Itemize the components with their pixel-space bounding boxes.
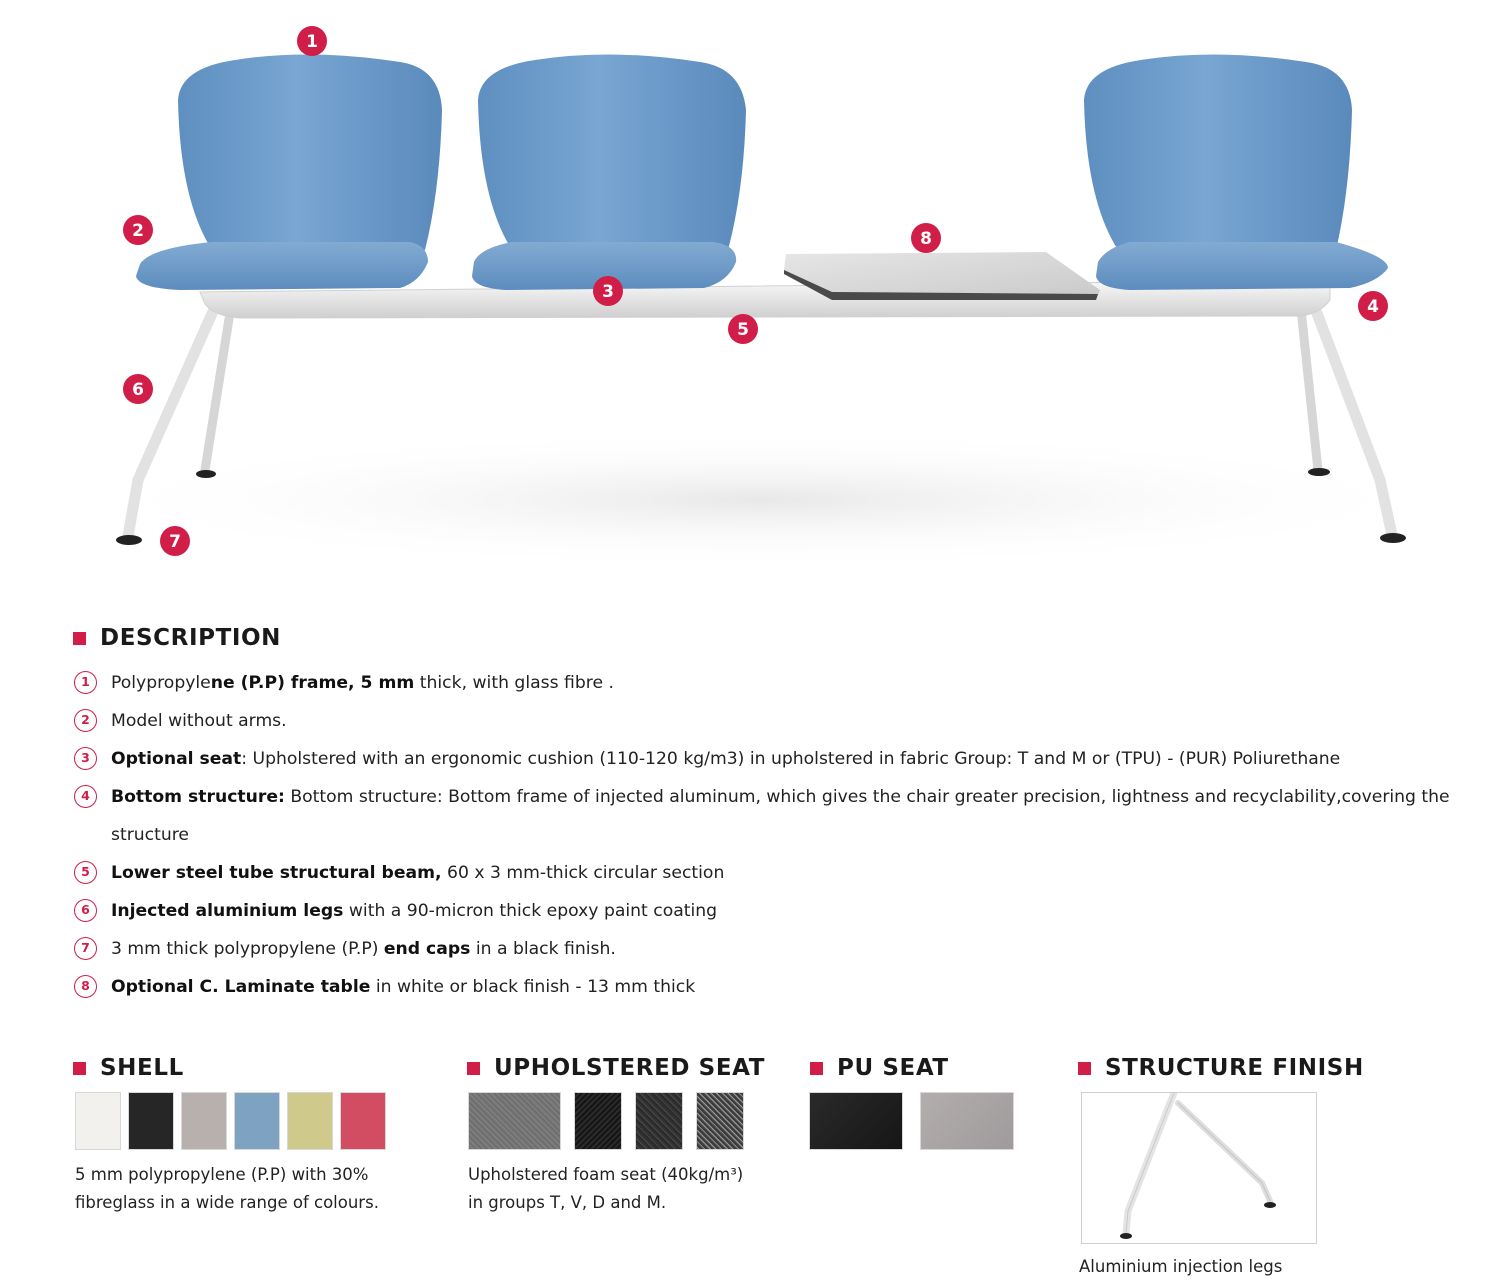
description-bold-text: Injected aluminium legs <box>111 901 344 921</box>
description-plain-text: Bottom structure: Bottom frame of injected aluminum, which gives the chair greater precision, lightness and recyclability,covering the structure <box>111 787 1450 845</box>
shell-colour-swatch <box>234 1092 280 1150</box>
svg-text:6: 6 <box>132 380 144 400</box>
marker-3 <box>593 276 623 306</box>
description-plain-text: Model without arms. <box>111 711 287 731</box>
description-bold-text: ne (P.P) frame, 5 mm <box>210 673 415 693</box>
number-circle-icon: 8 <box>74 975 97 998</box>
number-circle-icon: 5 <box>74 861 97 884</box>
description-item <box>74 930 1474 968</box>
shell-colour-swatches <box>75 1092 393 1150</box>
pu-seat-heading <box>810 1055 949 1081</box>
end-cap-icon <box>116 535 142 545</box>
description-plain-text: : Upholstered with an ergonomic cushion (110-120 kg/m3) in upholstered in fabric Group: T and M or (TPU) - (PUR) Poliurethane <box>241 749 1341 769</box>
structure-heading <box>1078 1055 1364 1081</box>
fabric-swatch <box>574 1092 622 1150</box>
number-circle-icon: 2 <box>74 709 97 732</box>
description-item <box>74 702 1474 740</box>
pu-seat-title: PU SEAT <box>837 1055 949 1081</box>
svg-text:3: 3 <box>602 282 614 302</box>
description-item <box>74 892 1474 930</box>
pu-swatch-black <box>809 1092 903 1150</box>
end-cap-icon <box>1308 468 1330 476</box>
shell-colour-swatch <box>181 1092 227 1150</box>
fabric-swatch <box>468 1092 561 1150</box>
number-circle-icon: 3 <box>74 747 97 770</box>
upholstered-heading <box>467 1055 765 1081</box>
laminate-table <box>784 252 1100 300</box>
description-item <box>74 854 1474 892</box>
shell-colour-swatch <box>128 1092 174 1150</box>
pu-seat-swatches <box>809 1092 1021 1150</box>
shell-caption-line: 5 mm polypropylene (P.P) with 30% <box>75 1165 369 1184</box>
marker-4 <box>1358 291 1388 321</box>
description-list <box>74 664 1474 1006</box>
marker-7 <box>160 526 190 556</box>
description-plain-text: 3 mm thick polypropylene (P.P) <box>111 939 384 959</box>
marker-6 <box>123 374 153 404</box>
upholstered-title: UPHOLSTERED SEAT <box>494 1055 766 1081</box>
end-cap-icon <box>196 470 216 478</box>
svg-text:1: 1 <box>306 32 318 52</box>
svg-text:8: 8 <box>920 229 932 249</box>
description-plain-text: 60 x 3 mm-thick circular section <box>441 863 725 883</box>
heading-square-icon <box>467 1062 480 1075</box>
heading-square-icon <box>73 1062 86 1075</box>
svg-text:2: 2 <box>132 221 144 241</box>
marker-1 <box>297 26 327 56</box>
description-plain-text: thick, with glass fibre . <box>414 673 614 693</box>
pu-swatch-grey <box>920 1092 1014 1150</box>
floor-shadow <box>60 430 1460 570</box>
description-bold-text: Bottom structure: <box>111 787 285 807</box>
chair-seat-1 <box>136 54 442 290</box>
description-text <box>111 664 614 702</box>
shell-colour-swatch <box>340 1092 386 1150</box>
shell-caption-line: fibreglass in a wide range of colours. <box>75 1193 379 1212</box>
shell-heading <box>73 1055 184 1081</box>
description-bold-text: Lower steel tube structural beam, <box>111 863 442 883</box>
description-item <box>74 968 1474 1006</box>
upholstered-caption-line: in groups T, V, D and M. <box>468 1193 667 1212</box>
fabric-swatch <box>635 1092 683 1150</box>
chair-seat-3 <box>1084 54 1388 290</box>
marker-2 <box>123 215 153 245</box>
description-bold-text: Optional seat <box>111 749 242 769</box>
description-text <box>111 740 1340 778</box>
number-circle-icon: 4 <box>74 785 97 808</box>
number-circle-icon: 1 <box>74 671 97 694</box>
structure-finish-image <box>1081 1092 1317 1244</box>
product-illustration <box>0 0 1500 600</box>
description-heading <box>73 625 281 651</box>
heading-square-icon <box>1078 1062 1091 1075</box>
description-plain-text: in white or black finish - 13 mm thick <box>370 977 696 997</box>
description-item <box>74 664 1474 702</box>
shell-colour-swatch <box>287 1092 333 1150</box>
marker-5 <box>728 314 758 344</box>
upholstered-fabric-swatches <box>468 1092 751 1150</box>
shell-caption <box>75 1161 379 1217</box>
description-text <box>111 778 1474 854</box>
structure-title: STRUCTURE FINISH <box>1105 1055 1364 1081</box>
end-cap-icon <box>1380 533 1406 543</box>
fabric-swatch <box>696 1092 744 1150</box>
description-text <box>111 892 717 930</box>
upholstered-caption <box>468 1161 743 1217</box>
description-text <box>111 854 724 892</box>
description-title: DESCRIPTION <box>100 625 282 651</box>
chair-seat-2 <box>472 54 746 290</box>
description-text <box>111 968 695 1006</box>
shell-colour-swatch <box>75 1092 121 1150</box>
aluminium-leg-icon <box>1082 1093 1318 1245</box>
number-circle-icon: 6 <box>74 899 97 922</box>
description-bold-text: end caps <box>383 939 471 959</box>
description-item <box>74 778 1474 854</box>
marker-8 <box>911 223 941 253</box>
description-plain-text: in a black finish. <box>470 939 616 959</box>
description-item <box>74 740 1474 778</box>
upholstered-caption-line: Upholstered foam seat (40kg/m³) <box>468 1165 744 1184</box>
description-plain-text: Polypropyle <box>111 673 211 693</box>
description-text <box>111 930 616 968</box>
description-bold-text: Optional C. Laminate table <box>111 977 371 997</box>
structure-caption: Aluminium injection legs <box>1079 1257 1283 1276</box>
svg-text:7: 7 <box>169 532 181 552</box>
svg-text:4: 4 <box>1367 297 1379 317</box>
shell-title: SHELL <box>100 1055 184 1081</box>
heading-square-icon <box>810 1062 823 1075</box>
number-circle-icon: 7 <box>74 937 97 960</box>
heading-square-icon <box>73 632 86 645</box>
description-plain-text: with a 90-micron thick epoxy paint coating <box>343 901 718 921</box>
description-text <box>111 702 287 740</box>
svg-text:5: 5 <box>737 320 749 340</box>
